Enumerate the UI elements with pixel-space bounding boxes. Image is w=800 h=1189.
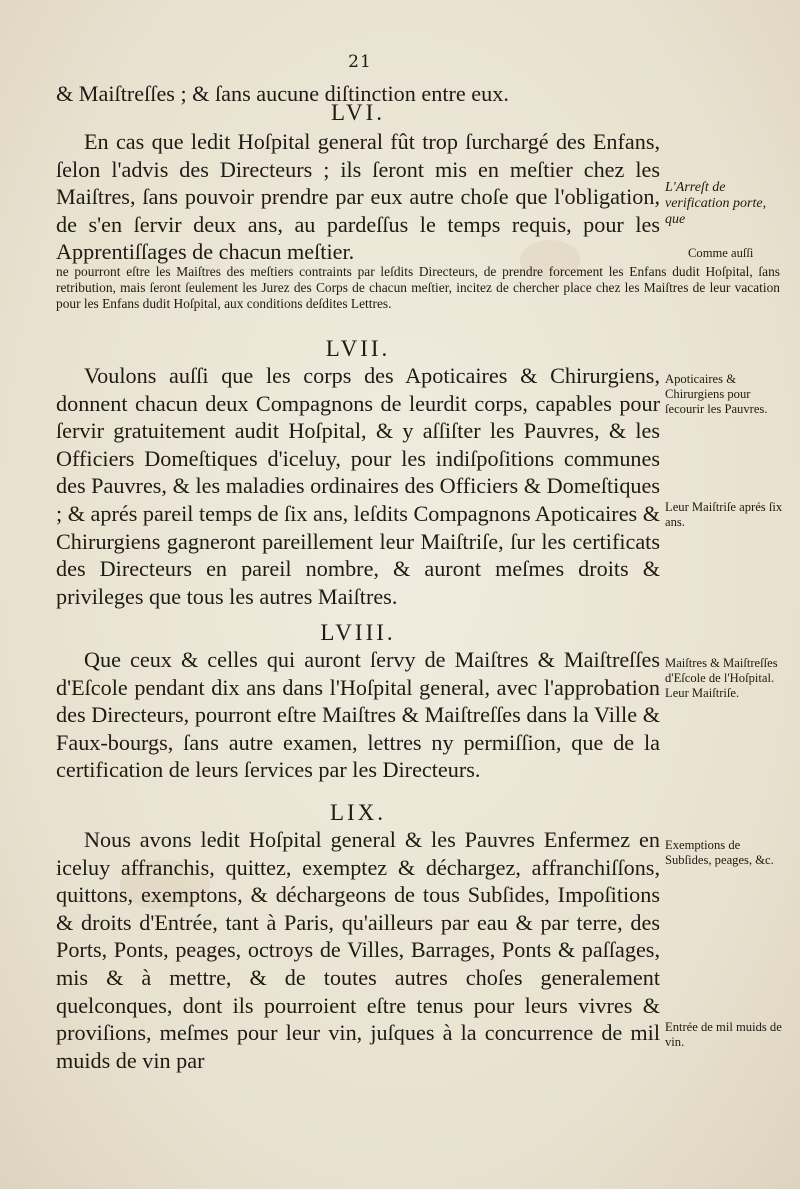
article-body: Nous avons ledit Hoſpital general & les Pauvres Enfermez en iceluy affranchis, quittez, exemptez & déchargez, affranchiſſons, quittons, exemptons, & déchargeons de tous Subſides, Impoſitions & droits d'Entrée, tant à Paris, qu'ailleurs par eau & par terre, des Ports, Ponts, peages, octroys de Villes, Barrages, Ponts & paſſages, mis & à mettre, & de toutes autres choſes generalement quelconques, dont ils pourroient eſtre tenus pour leurs vivres & proviſions, meſmes pour leur vin, juſques à la concurrence de mil muids de vin par: [56, 827, 660, 1073]
margin-note-maistrise-six-ans: Leur Maiſtriſe aprés ſix ans.: [665, 500, 783, 529]
margin-note-apoticaires: Apoticaires & Chirurgiens pour ſecourir les Pauvres.: [665, 372, 768, 416]
margin-note-exemptions: Exemptions de Subſides, peages, &c.: [665, 838, 774, 867]
article-heading-lvi: LVI.: [331, 100, 385, 125]
margin-note-arrest: L'Arreſt de verification porte, que: [665, 180, 767, 227]
article-text-lix: [56, 826, 660, 1074]
article-text-lvi: [56, 128, 660, 266]
arrest-note-body: ne pourront eſtre les Maiſtres des meſtiers contraints par leſdits Directeurs, de prendre forcement les Enfans dudit Hoſpital, ſans retribution, mais ſeront ſeulement les Jurez des Corps de chacun meſtier, incitez de chercher place chez les Maiſtres de leur vacation pour les Enfans dudit Hoſpital, aux conditions deſdites Lettres.: [56, 264, 780, 312]
article-body: Que ceux & celles qui auront ſervy de Maiſtres & Maiſtreſſes d'Eſcole pendant dix ans dans l'Hoſpital general, avec l'approbation des Directeurs, pourront eſtre Maiſtres & Maiſtreſſes dans la Ville & Faux-bourgs, ſans autre examen, lettres ny permiſſion, que de la certification de leurs ſervices par les Directeurs.: [56, 647, 660, 783]
article-heading-lvii: LVII.: [325, 336, 391, 361]
article-text-lvii: [56, 362, 660, 610]
article-text-lviii: [56, 646, 660, 784]
margin-note-entree-vin: Entrée de mil muids de vin.: [665, 1020, 782, 1049]
arrest-note-text: [56, 264, 780, 313]
article-heading-lviii: LVIII.: [320, 620, 396, 645]
article-heading-lix: LIX.: [329, 800, 387, 825]
opening-line-text: & Maiſtreſſes ; & ſans aucune diſtinction entre eux.: [56, 81, 509, 106]
article-body: Voulons auſſi que les corps des Apoticaires & Chirurgiens, donnent chacun deux Compagnons de leurdit corps, capables pour ſervir gratuitement audit Hoſpital, & y aſſiſter les Pauvres, & les Officiers Domeſtiques d'iceluy, pour les indiſpoſitions communes des Pauvres, & les maladies ordinaires des Officiers & Domeſtiques ; & aprés pareil temps de ſix ans, leſdits Compagnons Apoticaires & Chirurgiens gagneront pareillement leur Maiſtriſe, ſur les certificats des Directeurs en pareil nombre, & auront meſmes droits & privileges que tous les autres Maiſtres.: [56, 363, 660, 609]
margin-note-maistres-escole: Maiſtres & Maiſtreſſes d'Eſcole de l'Hoſpital. Leur Maiſtriſe.: [665, 656, 778, 700]
margin-note-comme-aussi: Comme auſſi: [688, 246, 754, 260]
article-body: En cas que ledit Hoſpital general fût trop ſurchargé des Enfans, ſelon l'advis des Directeurs ; ils ſeront mis en meſtier chez les Maiſtres, ſans pouvoir prendre par eux autre choſe que l'obligation, de s'en ſervir deux ans, au pardeſſus le temps requis, pour les Apprentiſſages de chacun meſtier.: [56, 129, 660, 265]
page-number: 21: [348, 52, 372, 72]
